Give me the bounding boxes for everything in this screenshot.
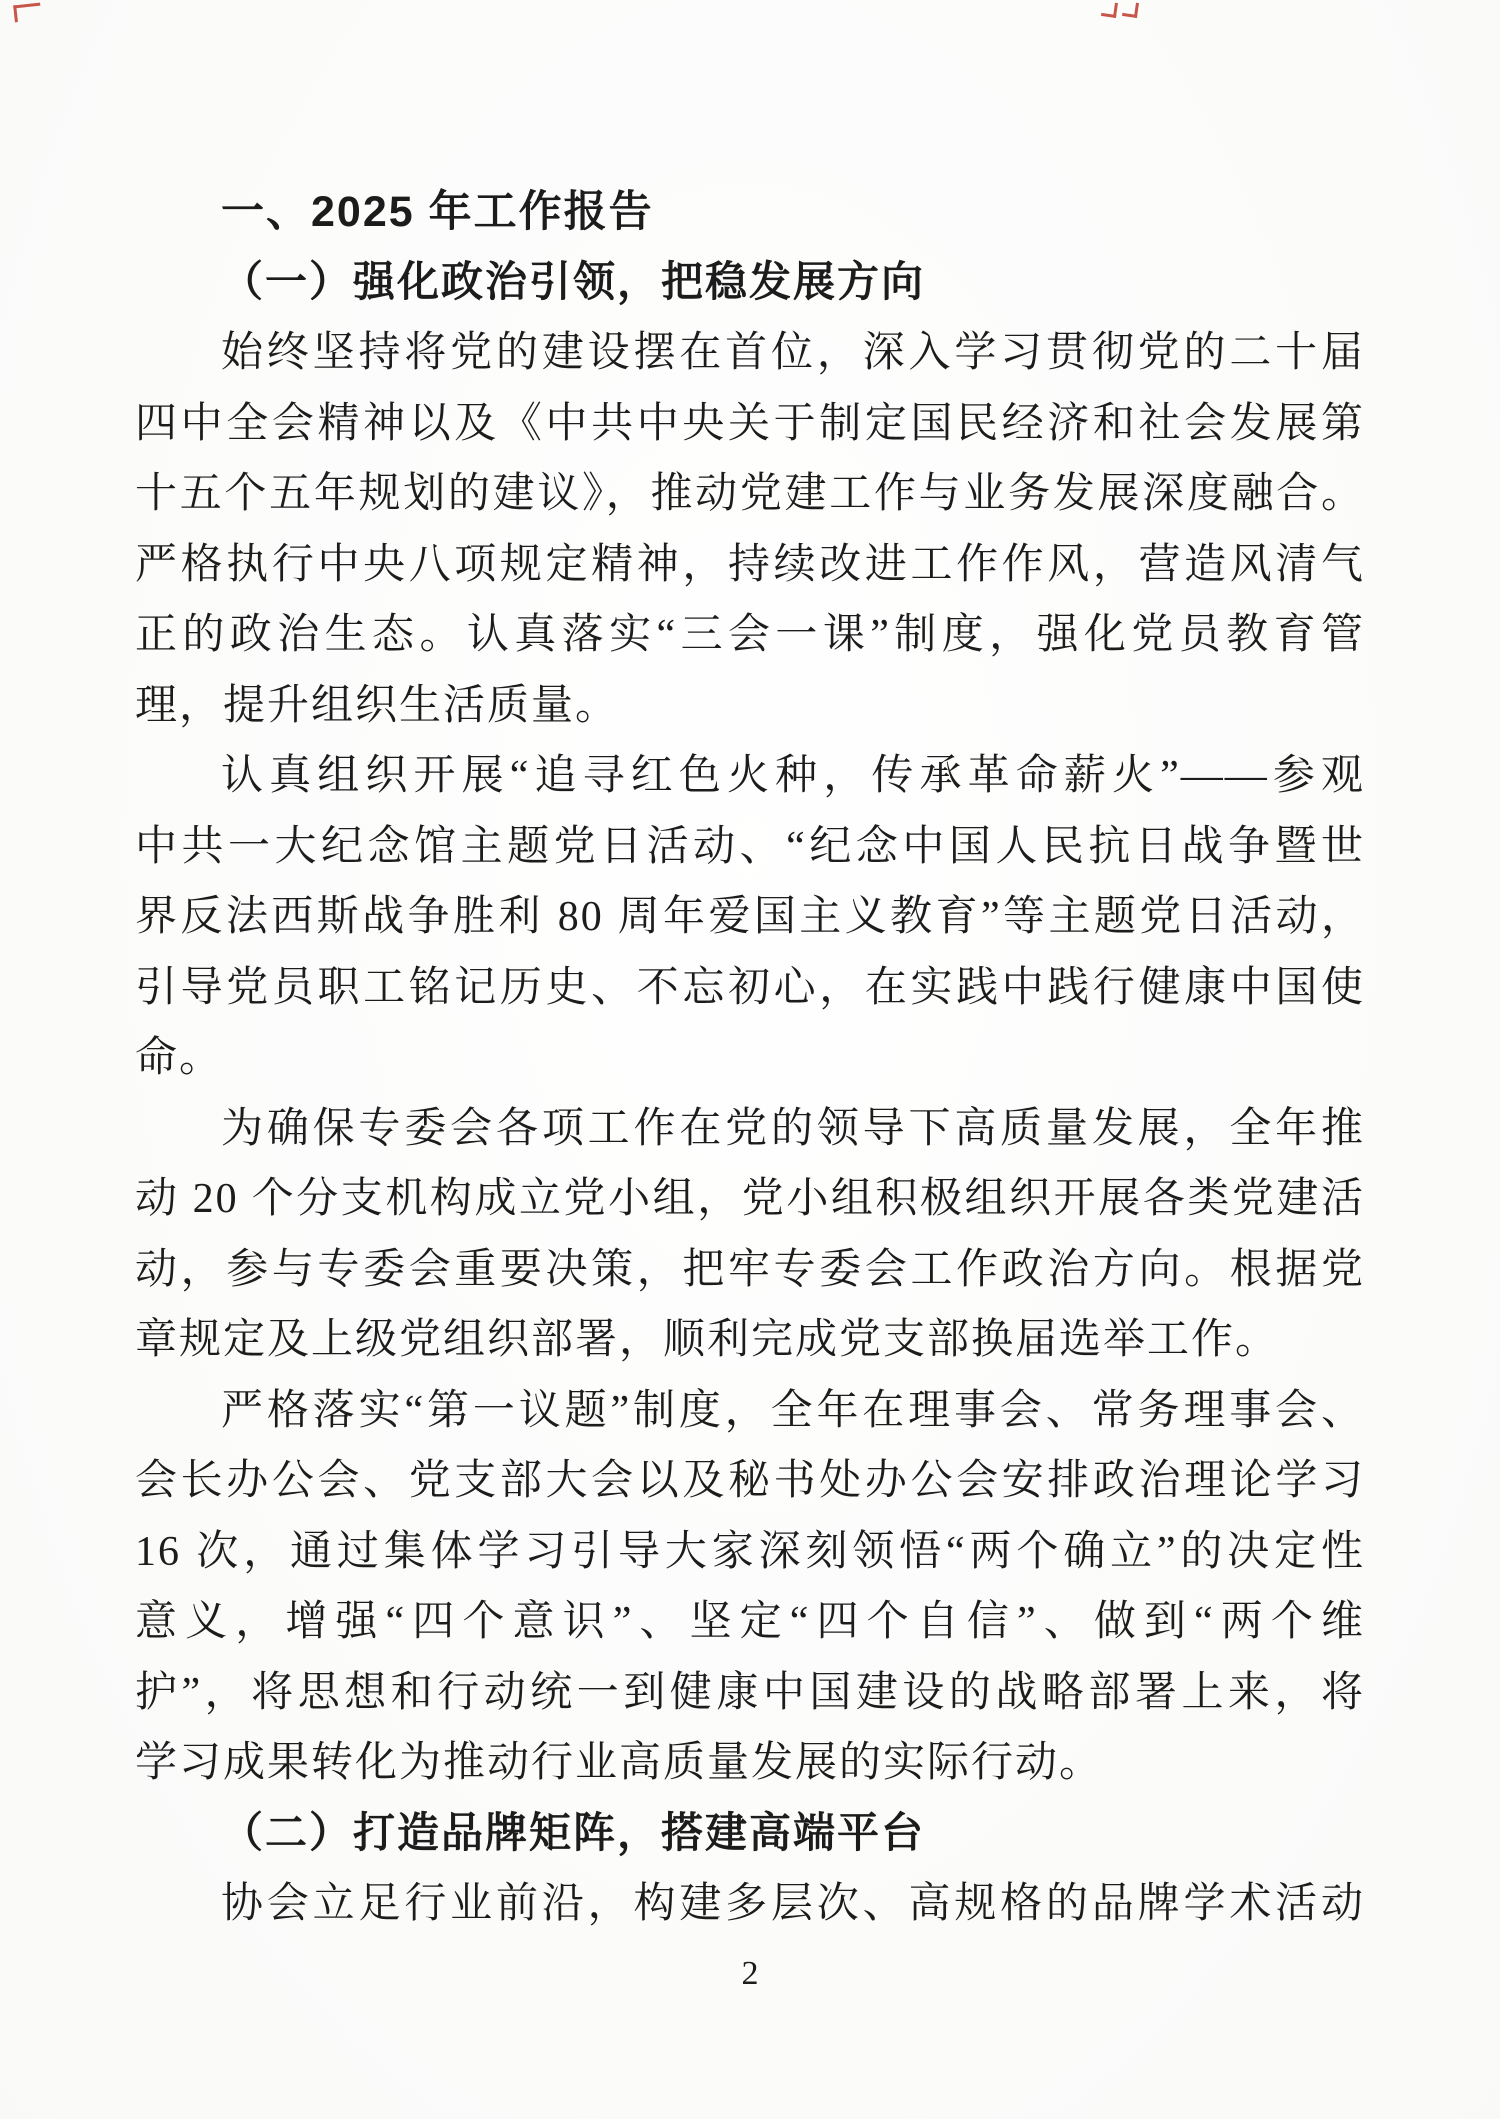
report-title: 一、2025 年工作报告 (221, 188, 654, 236)
red-scan-artifact-right (1102, 2, 1166, 20)
text-line: 学习成果转化为推动行业高质量发展的实际行动。 (135, 1740, 1104, 1786)
text-line: 正的政治生态。认真落实“三会一课”制度，强化党员教育管 (135, 612, 1365, 658)
paragraph-first-line: 严格落实“第一议题”制度，全年在理事会、常务理事会、 (221, 1387, 1365, 1434)
red-scan-mark (1122, 1, 1139, 18)
text-line: 护”，将思想和行动统一到健康中国建设的战略部署上来，将 (135, 1669, 1365, 1716)
document-body (135, 177, 1365, 1940)
text-line: 严格执行中央八项规定精神，持续改进工作作风，营造风清气 (135, 541, 1365, 588)
paragraph-first-line: 始终坚持将党的建设摆在首位，深入学习贯彻党的二十届 (221, 330, 1365, 376)
text-line: 动 20 个分支机构成立党小组，党小组积极组织开展各类党建活 (135, 1176, 1365, 1222)
text-line: 命。 (135, 1035, 224, 1081)
text-line: 动，参与专委会重要决策，把牢专委会工作政治方向。根据党 (135, 1246, 1365, 1293)
page-number: 2 (741, 1955, 759, 1992)
paragraph-first-line: 协会立足行业前沿，构建多层次、高规格的品牌学术活动 (221, 1881, 1365, 1927)
text-line: 界反法西斯战争胜利 80 周年爱国主义教育”等主题党日活动， (135, 894, 1365, 940)
section-subheading: （一）强化政治引领，把稳发展方向 (221, 259, 926, 306)
section-subheading: （二）打造品牌矩阵，搭建高端平台 (221, 1810, 926, 1857)
red-scan-artifact-left (13, 3, 42, 23)
text-line: 十五个五年规划的建议》，推动党建工作与业务发展深度融合。 (135, 471, 1365, 517)
text-line: 意义，增强“四个意识”、坚定“四个自信”、做到“两个维 (135, 1599, 1365, 1645)
red-scan-mark (1101, 1, 1118, 18)
text-line: 引导党员职工铭记历史、不忘初心，在实践中践行健康中国使 (135, 964, 1365, 1011)
paragraph-first-line: 为确保专委会各项工作在党的领导下高质量发展，全年推 (221, 1105, 1365, 1152)
paragraph-first-line: 认真组织开展“追寻红色火种，传承革命薪火”——参观 (221, 753, 1365, 799)
text-line: 会长办公会、党支部大会以及秘书处办公会安排政治理论学习 (135, 1458, 1365, 1504)
text-line: 中共一大纪念馆主题党日活动、“纪念中国人民抗日战争暨世 (135, 823, 1365, 870)
text-line: 16 次，通过集体学习引导大家深刻领悟“两个确立”的决定性 (135, 1528, 1365, 1575)
text-line: 四中全会精神以及《中共中央关于制定国民经济和社会发展第 (135, 400, 1365, 447)
text-line: 理，提升组织生活质量。 (135, 682, 620, 729)
text-line: 章规定及上级党组织部署，顺利完成党支部换届选举工作。 (135, 1317, 1280, 1363)
